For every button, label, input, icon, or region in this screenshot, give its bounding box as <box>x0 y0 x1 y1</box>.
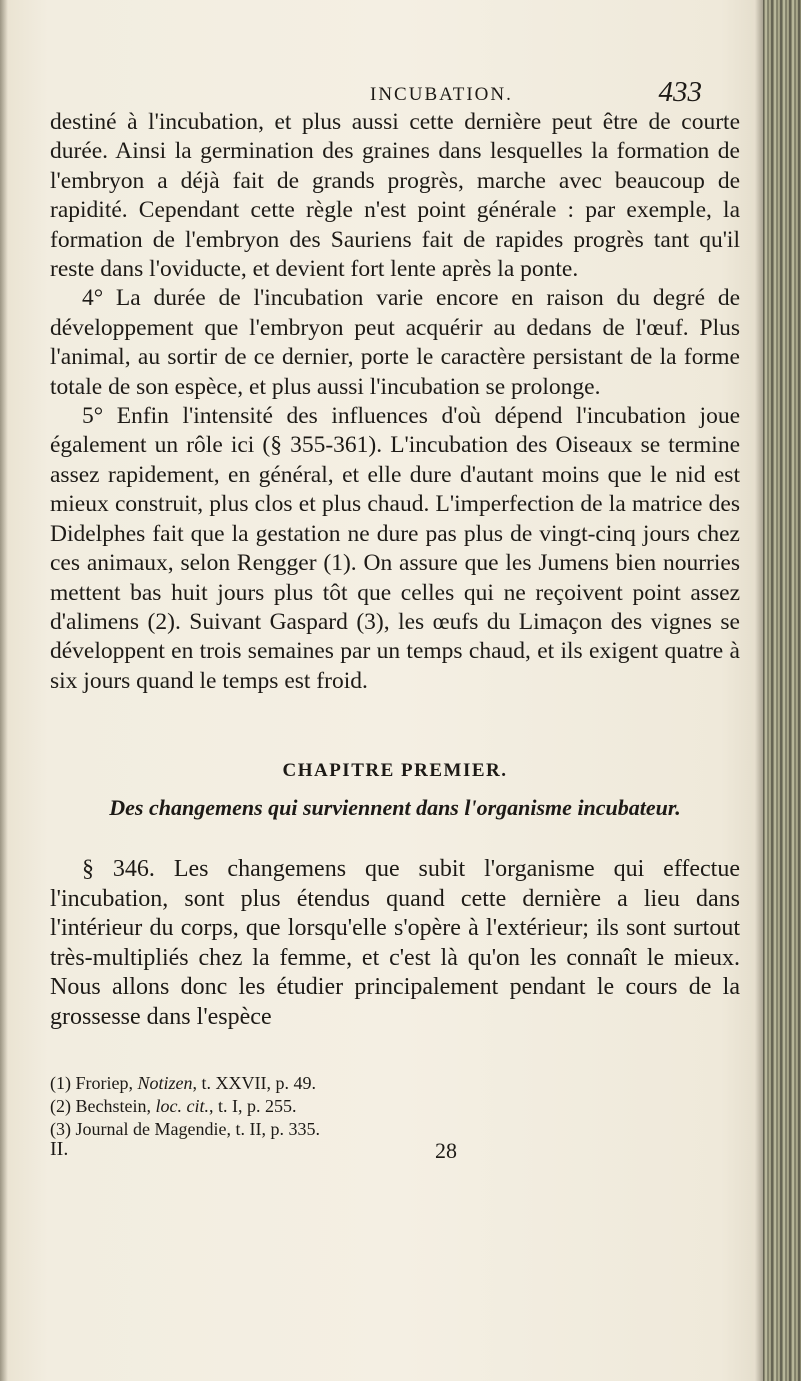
footnote-mark: (2) <box>50 1096 71 1116</box>
page-left-edge <box>0 0 8 1381</box>
body-text-bottom <box>50 855 740 1032</box>
footnote-author: Froriep, <box>75 1073 133 1093</box>
footnote-work: Notizen <box>137 1073 193 1093</box>
sheet-signature: 28 <box>435 1138 457 1163</box>
chapter-heading: CHAPITRE PREMIER. <box>282 760 508 781</box>
chapter-subtitle: Des changemens qui surviennent dans l'organisme incubateur. <box>109 795 681 820</box>
page-number: 433 <box>658 76 702 108</box>
footnotes <box>50 1072 740 1141</box>
signature-line <box>50 1138 740 1168</box>
footnote-1 <box>50 1072 740 1095</box>
footnote-rest: t. II, p. 335. <box>235 1119 320 1139</box>
footnote-author: Journal de Magendie, <box>75 1119 231 1139</box>
paragraph-3: 5° Enfin l'intensité des influences d'où dépend l'incubation joue également un rôle ici (§ 355-361). L'incubation des Oiseaux se termine assez rapidement, en général, et elle dure d'autant moins que le nid est mieux construit, plus clos et plus chaud. L'imperfection de la matrice des Didelphes fait que la gestation ne dure pas plus de vingt-cinq jours chez ces animaux, selon Rengger (1). On assure que les Jumens bien nourries mettent bas huit jours plus tôt que celles qui ne reçoivent point assez d'alimens (2). Suivant Gaspard (3), les œufs du Limaçon des vignes se développent en trois semaines par un temps chaud, et ils exigent quatre à six jours quand le temps est froid. <box>50 403 740 694</box>
paragraph-2: 4° La durée de l'incubation varie encore en raison du degré de développement que l'embryon peut acquérir au dedans de l'œuf. Plus l'animal, au sortir de ce dernier, porte le caractère persistant de la forme totale de son espèce, et plus aussi l'incubation se prolonge. <box>50 285 740 400</box>
paragraph-1: destiné à l'incubation, et plus aussi cette dernière peut être de courte durée. Ainsi la germination des graines dans lesquelles la formation de l'embryon a déjà fait de grands progrès, marche avec beaucoup de rapidité. Cependant cette règle n'est point générale : par exemple, la formation de l'embryon des Sauriens fait de rapides progrès tant qu'il reste dans l'oviducte, et devient fort lente après la ponte. <box>50 109 740 283</box>
book-binding <box>763 0 801 1381</box>
footnote-author: Bechstein, <box>75 1096 151 1116</box>
binding-shadow <box>755 0 763 1381</box>
footnote-rest: , t. I, p. 255. <box>208 1096 297 1116</box>
footnote-mark: (1) <box>50 1073 71 1093</box>
paragraph-346: § 346. Les changemens que subit l'organisme qui effectue l'incubation, sont plus étendus quand cette dernière a lieu dans l'intérieur du corps, que lorsqu'elle s'opère à l'extérieur; ils sont surtout très-multipliés chez la femme, et c'est là qu'on les connaît le mieux. Nous allons donc les étudier principalement pendant le cours de la grossesse dans l'espèce <box>50 856 740 1030</box>
footnote-work: loc. cit. <box>155 1096 209 1116</box>
footnote-2 <box>50 1095 740 1118</box>
body-text-top <box>50 108 740 696</box>
running-head-title: INCUBATION. <box>370 84 513 105</box>
volume-mark: II. <box>50 1138 69 1160</box>
footnote-mark: (3) <box>50 1119 71 1139</box>
footnote-rest: , t. XXVII, p. 49. <box>192 1073 317 1093</box>
